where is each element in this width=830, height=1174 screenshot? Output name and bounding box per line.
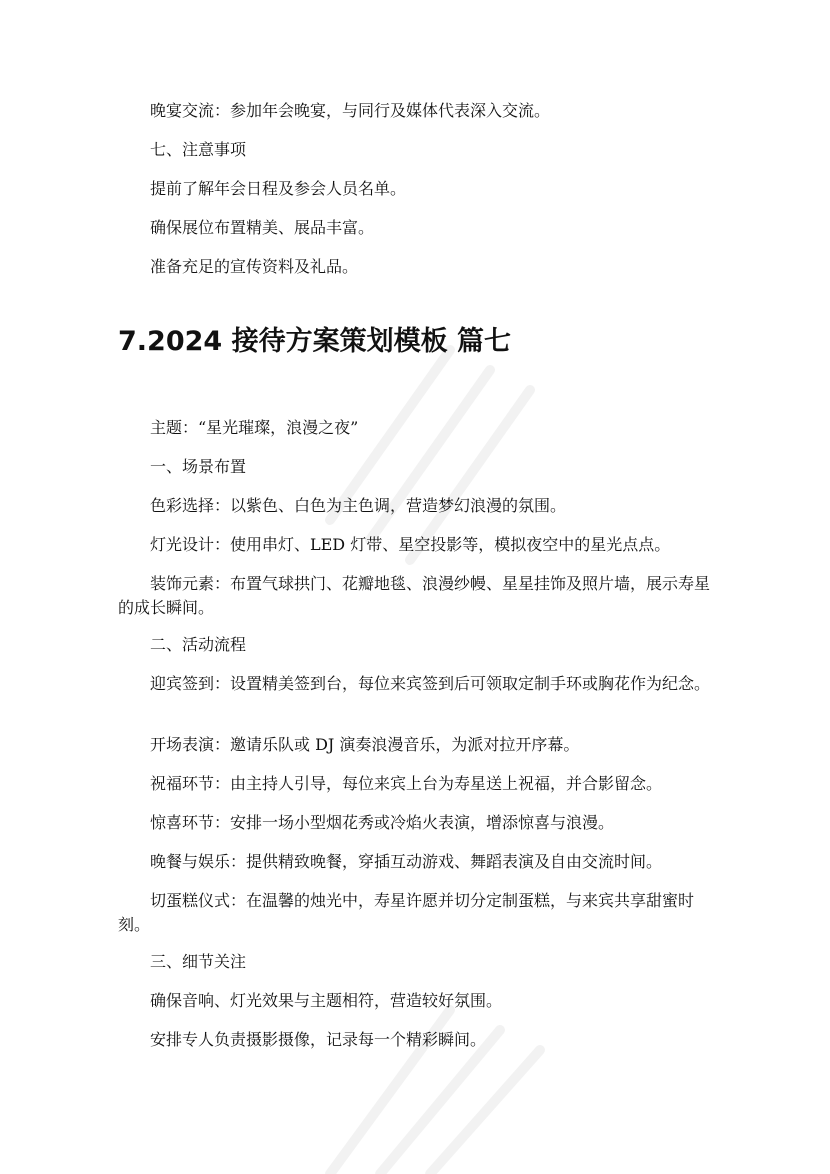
section-subheading: 七、注意事项 <box>150 140 247 159</box>
section-subheading: 三、细节关注 <box>150 952 247 971</box>
paragraph: 确保展位布置精美、展品丰富。 <box>150 218 375 237</box>
section-subheading: 一、场景布置 <box>150 457 247 476</box>
paragraph: 晚餐与娱乐：提供精致晚餐，穿插互动游戏、舞蹈表演及自由交流时间。 <box>150 852 663 871</box>
paragraph: 惊喜环节：安排一场小型烟花秀或冷焰火表演，增添惊喜与浪漫。 <box>150 813 615 832</box>
section-subheading: 二、活动流程 <box>150 635 247 654</box>
paragraph: 确保音响、灯光效果与主题相符，营造较好氛围。 <box>150 991 503 1010</box>
paragraph: 灯光设计：使用串灯、LED 灯带、星空投影等，模拟夜空中的星光点点。 <box>150 535 671 554</box>
section-heading: 7.2024 接待方案策划模板 篇七 <box>118 326 511 357</box>
paragraph: 祝福环节：由主持人引导，每位来宾上台为寿星送上祝福，并合影留念。 <box>150 774 663 793</box>
paragraph: 装饰元素：布置气球拱门、花瓣地毯、浪漫纱幔、星星挂饰及照片墙，展示寿星的成长瞬间。 <box>118 574 711 617</box>
paragraph: 开场表演：邀请乐队或 DJ 演奏浪漫音乐，为派对拉开序幕。 <box>150 735 580 754</box>
paragraph: 准备充足的宣传资料及礼品。 <box>150 257 359 276</box>
paragraph: 主题：“星光璀璨，浪漫之夜” <box>150 418 359 437</box>
paragraph: 提前了解年会日程及参会人员名单。 <box>150 179 407 198</box>
paragraph: 色彩选择：以紫色、白色为主色调，营造梦幻浪漫的氛围。 <box>150 496 567 515</box>
paragraph: 晚宴交流：参加年会晚宴，与同行及媒体代表深入交流。 <box>150 101 551 120</box>
paragraph: 安排专人负责摄影摄像，记录每一个精彩瞬间。 <box>150 1030 487 1049</box>
paragraph: 迎宾签到：设置精美签到台，每位来宾签到后可领取定制手环或胸花作为纪念。 <box>150 674 711 693</box>
paragraph: 切蛋糕仪式：在温馨的烛光中，寿星许愿并切分定制蛋糕，与来宾共享甜蜜时刻。 <box>118 891 695 934</box>
